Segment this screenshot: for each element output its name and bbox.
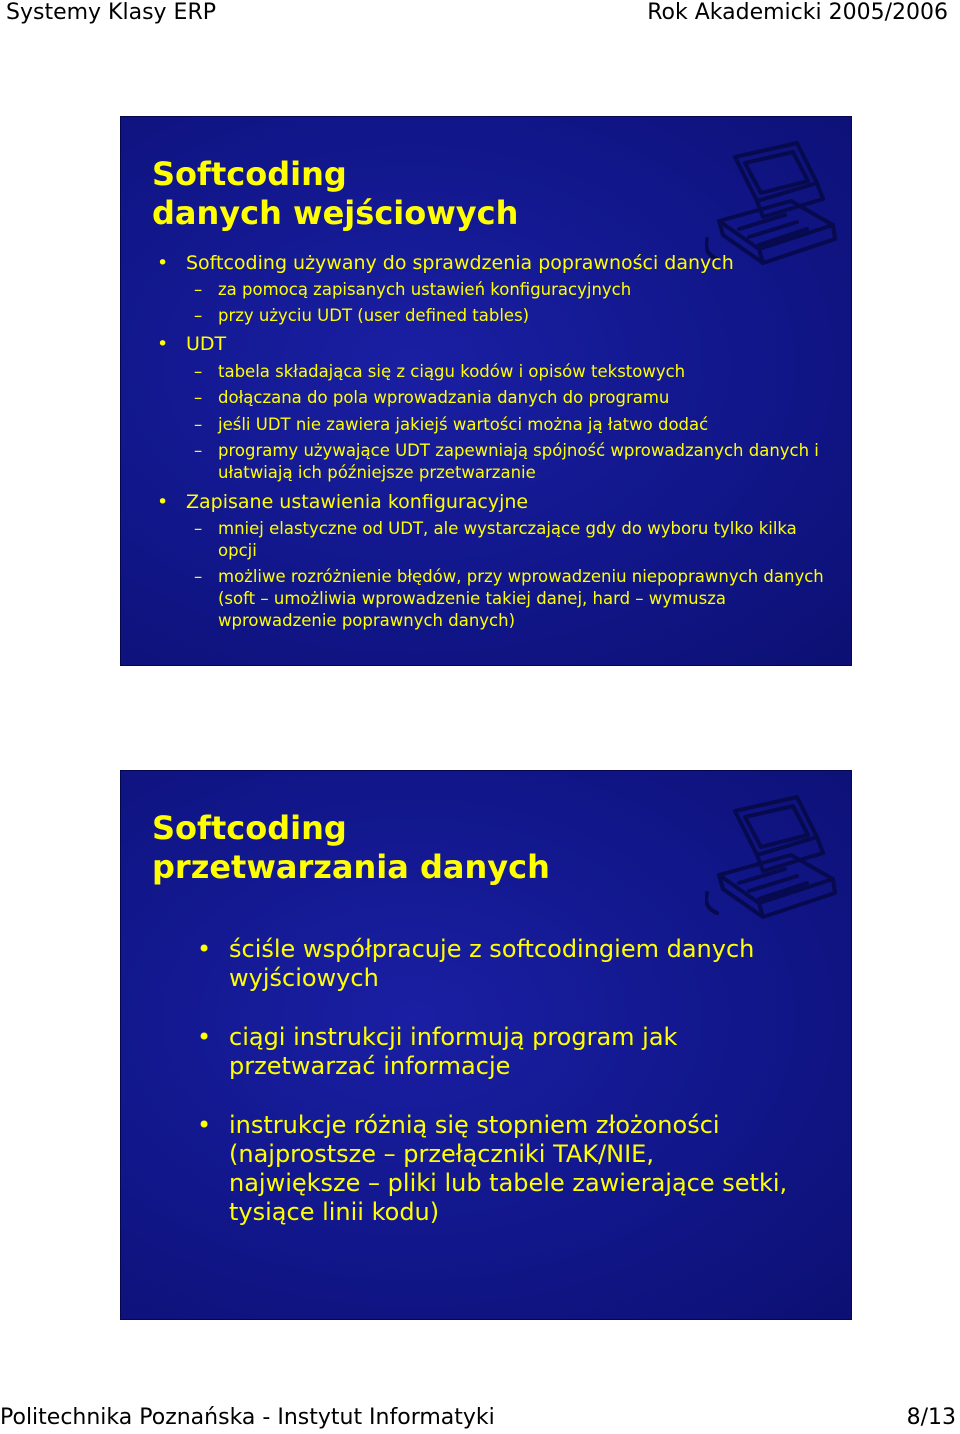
slide-2 (120, 770, 852, 1320)
list-item: – jeśli UDT nie zawiera jakiejś wartości można ją łatwo dodać (196, 414, 828, 436)
list-item: – mniej elastyczne od UDT, ale wystarczające gdy do wyboru tylko kilka opcji (196, 518, 828, 562)
header-course-title: Systemy Klasy ERP (6, 0, 216, 25)
slide-2-title (152, 809, 550, 887)
slide-1-title (152, 155, 518, 233)
list-item: • Softcoding używany do sprawdzenia poprawności danych (155, 251, 806, 275)
footer-institution: Politechnika Poznańska - Instytut Informatyki (0, 1405, 495, 1430)
list-item: – możliwe rozróżnienie błędów, przy wprowadzeniu niepoprawnych danych (soft – umożliwia wprowadzenie takiej danej, hard – wymusza wprowadzenie poprawnych danych) (196, 566, 828, 632)
page-footer (0, 1404, 960, 1434)
list-item: – programy używające UDT zapewniają spójność wprowadzanych danych i ułatwiają ich późniejsze przetwarzanie (196, 440, 828, 484)
list-item: • ściśle współpracuje z softcodingiem danych wyjściowych (197, 935, 789, 993)
computer-icon (705, 793, 837, 925)
list-item: • Zapisane ustawienia konfiguracyjne (155, 490, 806, 514)
list-item: • UDT (155, 332, 806, 356)
list-item: – dołączana do pola wprowadzania danych do programu (196, 387, 828, 409)
page-number: 8/13 (906, 1405, 956, 1430)
slide-2-title-line-1: Softcoding (152, 809, 347, 847)
slide-1-title-line-1: Softcoding (152, 155, 347, 193)
list-item: • ciągi instrukcji informują program jak przetwarzać informacje (197, 1023, 789, 1081)
header-academic-year: Rok Akademicki 2005/2006 (647, 0, 948, 25)
slide-1 (120, 116, 852, 666)
page-header (0, 0, 960, 30)
slide-2-title-line-2: przetwarzania danych (152, 848, 550, 886)
slide-1-title-line-2: danych wejściowych (152, 194, 519, 232)
list-item: – przy użyciu UDT (user defined tables) (196, 305, 828, 327)
list-item: – za pomocą zapisanych ustawień konfiguracyjnych (196, 279, 828, 301)
list-item: – tabela składająca się z ciągu kodów i opisów tekstowych (196, 361, 828, 383)
list-item: • instrukcje różnią się stopniem złożoności (najprostsze – przełączniki TAK/NIE, największe – pliki lub tabele zawierające setki, tysiące linii kodu) (197, 1111, 789, 1227)
